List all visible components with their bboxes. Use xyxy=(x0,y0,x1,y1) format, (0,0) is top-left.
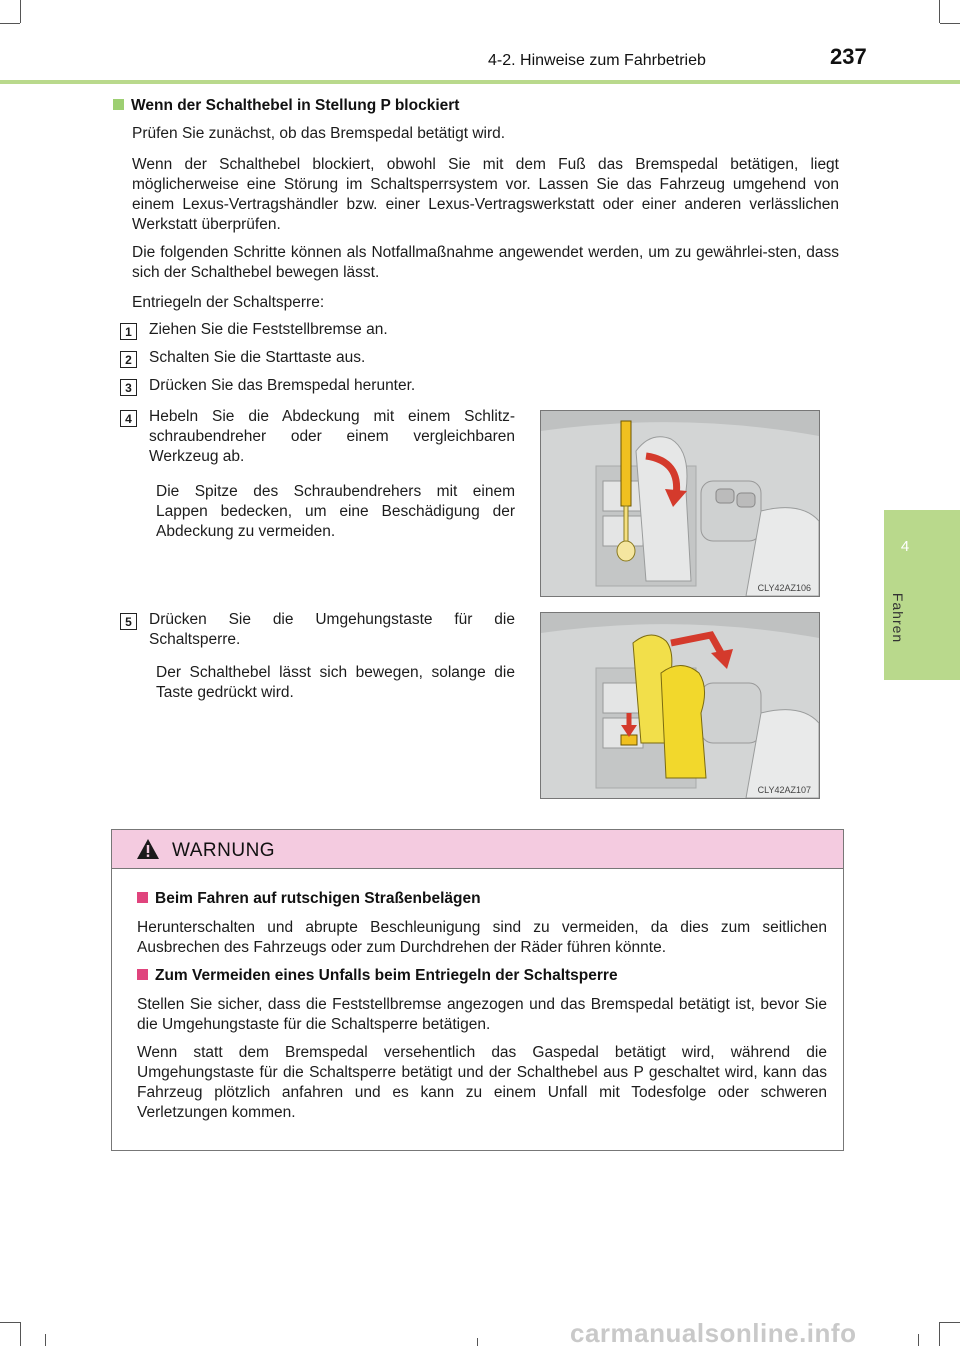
step-text: Hebeln Sie die Abdeckung mit einem Schlitz-schraubendreher oder einem vergleichbaren Werkzeug ab. xyxy=(149,408,515,465)
warning-paragraph: Herunterschalten und abrupte Beschleunigung sind zu vermeiden, da dies zum seitlichen Ausbrechen des Fahrzeugs oder zum Durchdrehen der Räder führen könnte. xyxy=(137,919,827,956)
crop-mark xyxy=(45,1334,46,1346)
illustration-screwdriver xyxy=(540,410,820,597)
console-drawing xyxy=(541,411,819,596)
warning-box xyxy=(111,829,844,1151)
chapter-tab xyxy=(884,510,960,680)
warning-item-heading xyxy=(137,967,618,985)
warning-header xyxy=(112,830,843,869)
step-number: 3 xyxy=(120,379,137,396)
warning-item-heading xyxy=(137,890,481,908)
section-heading xyxy=(113,97,459,115)
chapter-label: Fahren xyxy=(890,592,906,644)
step-number: 4 xyxy=(120,410,137,427)
step-number: 1 xyxy=(120,323,137,340)
warning-item-heading-text: Zum Vermeiden eines Unfalls beim Entriegeln der Schaltsperre xyxy=(155,967,618,984)
section-heading-text: Wenn der Schalthebel in Stellung P blockiert xyxy=(131,97,460,114)
step-text: Drücken Sie das Bremspedal herunter. xyxy=(149,377,416,394)
step-number: 5 xyxy=(120,613,137,630)
paragraph: Die folgenden Schritte können als Notfallmaßnahme angewendet werden, um zu gewährlei-sten, dass sich der Schalthebel bewegen lässt. xyxy=(132,244,839,281)
crop-mark xyxy=(20,1322,21,1346)
crop-mark xyxy=(0,23,20,24)
paragraph: Entriegeln der Schaltsperre: xyxy=(132,294,325,311)
warning-triangle-icon xyxy=(136,838,160,860)
crop-mark xyxy=(940,1322,960,1323)
header-rule xyxy=(0,80,960,84)
warning-paragraph: Wenn statt dem Bremspedal versehentlich das Gaspedal betätigt wird, während die Umgehungstaste für die Schaltsperre betätigt und der Schalthebel aus P geschaltet wird, kann das Fahrzeug plötzlich anfahren und es kann zu einem Unfall mit Todesfolge oder schweren Verletzungen kommen. xyxy=(137,1044,827,1121)
step-number: 2 xyxy=(120,351,137,368)
warning-square-icon xyxy=(137,892,148,903)
crop-mark xyxy=(20,0,21,23)
step-text: Ziehen Sie die Feststellbremse an. xyxy=(149,321,388,338)
warning-paragraph: Stellen Sie sicher, dass die Feststellbremse angezogen und das Bremspedal betätigt ist, bevor Sie die Umgehungstaste für die Schaltsperre betätigen. xyxy=(137,996,827,1033)
crop-mark xyxy=(939,1322,940,1346)
crop-mark xyxy=(477,1338,478,1346)
illustration-code: CLY42AZ107 xyxy=(757,785,811,795)
page-number: 237 xyxy=(830,44,867,69)
illustration-code: CLY42AZ106 xyxy=(757,583,811,593)
heading-square-icon xyxy=(113,99,124,110)
crop-mark xyxy=(940,23,960,24)
crop-mark xyxy=(918,1334,919,1346)
watermark: carmanualsonline.info xyxy=(570,1318,857,1348)
step-note: Der Schalthebel lässt sich bewegen, solange die Taste gedrückt wird. xyxy=(156,664,515,701)
warning-square-icon xyxy=(137,969,148,980)
paragraph: Prüfen Sie zunächst, ob das Bremspedal betätigt wird. xyxy=(132,125,506,142)
warning-item-heading-text: Beim Fahren auf rutschigen Straßenbelägen xyxy=(155,890,481,907)
chapter-number: 4 xyxy=(900,538,910,555)
warning-title: WARNUNG xyxy=(172,840,276,861)
crop-mark xyxy=(0,1322,20,1323)
header-section-title: 4-2. Hinweise zum Fahrbetrieb xyxy=(488,52,706,69)
step-text: Schalten Sie die Starttaste aus. xyxy=(149,349,366,366)
console-drawing xyxy=(541,613,819,798)
step-text: Drücken Sie die Umgehungstaste für die Schaltsperre. xyxy=(149,611,515,648)
illustration-shift-lever xyxy=(540,612,820,799)
step-note: Die Spitze des Schraubendrehers mit einem Lappen bedecken, um eine Beschädigung der Abdeckung zu vermeiden. xyxy=(156,483,515,540)
crop-mark xyxy=(939,0,940,23)
paragraph: Wenn der Schalthebel blockiert, obwohl Sie mit dem Fuß das Bremspedal betätigen, liegt möglicherweise eine Störung im Schaltsperrsystem vor. Lassen Sie das Fahrzeug umgehend von einem Lexus-Vertragshändler bzw. einer Lexus-Vertragswerkstatt oder einer anderen verlässlichen Werkstatt überprüfen. xyxy=(132,156,839,233)
